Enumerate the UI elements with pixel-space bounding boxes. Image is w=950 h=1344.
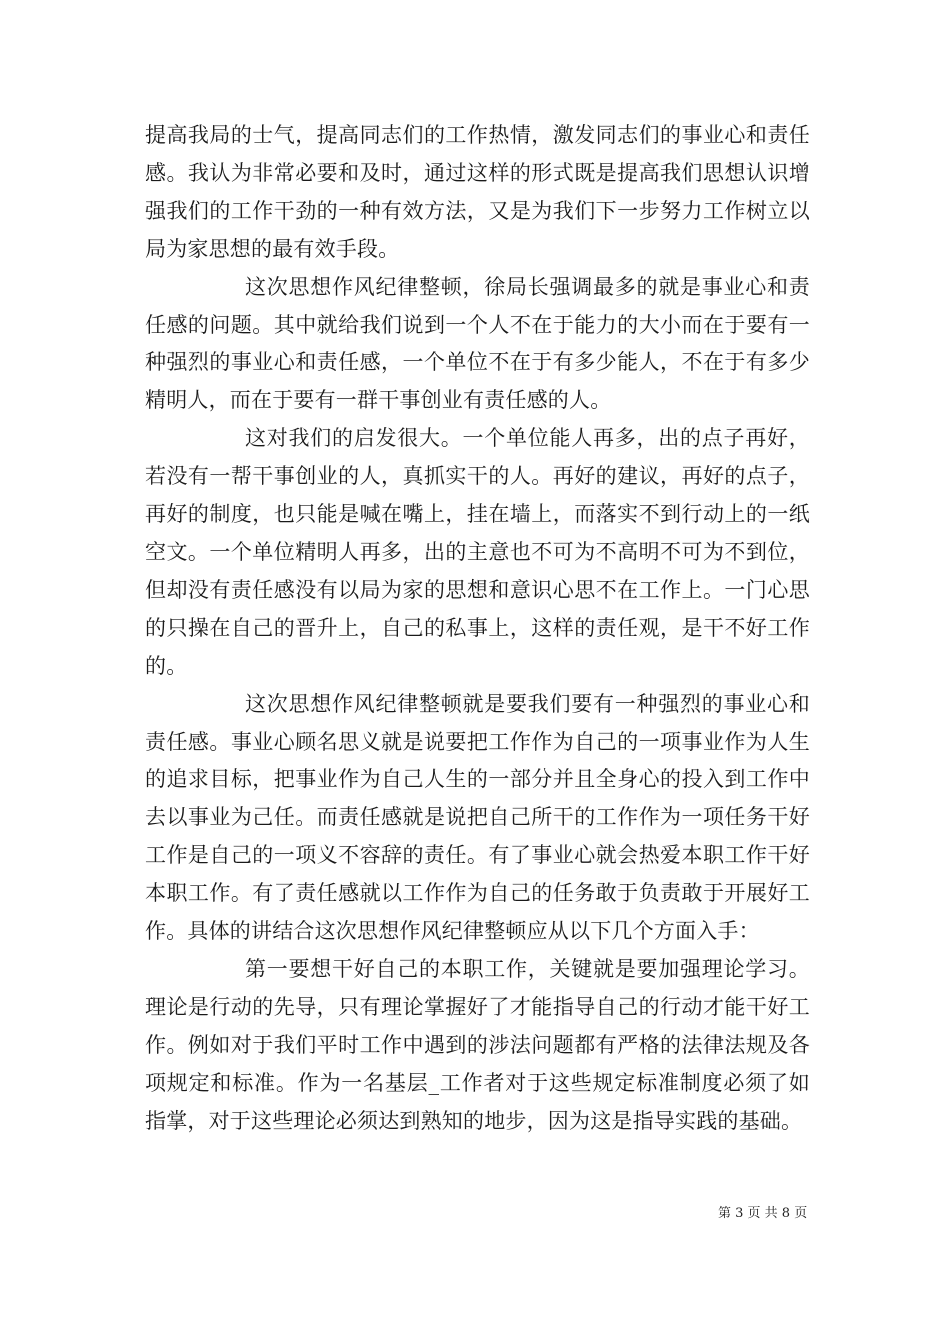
paragraph-4: 这次思想作风纪律整顿就是要我们要有一种强烈的事业心和责任感。事业心顾名思义就是说要把工作作为自己的一项事业作为人生的追求目标，把事业作为自己人生的一部分并且全身心的投入到工作中去以事业为己任。而责任感就是说把自己所干的工作作为一项任务干好工作是自己的一项义不容辞的责任。有了事业心就会热爱本职工作干好本职工作。有了责任感就以工作作为自己的任务敢于负责敢于开展好工作。具体的讲结合这次思想作风纪律整顿应从以下几个方面入手：: [145, 691, 810, 944]
paragraph-1: 提高我局的士气，提高同志们的工作热情，激发同志们的事业心和责任感。我认为非常必要和及时，通过这样的形式既是提高我们思想认识增强我们的工作干劲的一种有效方法，又是为我们下一步努力工作树立以局为家思想的最有效手段。: [145, 123, 810, 261]
paragraph-5: 第一要想干好自己的本职工作，关键就是要加强理论学习。理论是行动的先导，只有理论掌握好了才能指导自己的行动才能干好工作。例如对于我们平时工作中遇到的涉法问题都有严格的法律法规及各项规定和标准。作为一名基层_工作者对于这些规定标准制度必须了如指掌，对于这些理论必须达到熟知的地步，因为这是指导实践的基础。: [145, 956, 810, 1133]
page-number-footer: 第 3 页 共 8 页: [718, 1206, 808, 1221]
paragraph-2: 这次思想作风纪律整顿，徐局长强调最多的就是事业心和责任感的问题。其中就给我们说到一个人不在于能力的大小而在于要有一种强烈的事业心和责任感，一个单位不在于有多少能人，不在于有多少精明人，而在于要有一群干事创业有责任感的人。: [145, 274, 810, 413]
document-body: [145, 117, 810, 1140]
paragraph-3: 这对我们的启发很大。一个单位能人再多，出的点子再好，若没有一帮干事创业的人，真抓实干的人。再好的建议，再好的点子，再好的制度，也只能是喊在嘴上，挂在墙上，而落实不到行动上的一纸空文。一个单位精明人再多，出的主意也不可为不高明不可为不到位，但却没有责任感没有以局为家的思想和意识心思不在工作上。一门心思的只操在自己的晋升上，自己的私事上，这样的责任观，是干不好工作的。: [145, 426, 810, 678]
